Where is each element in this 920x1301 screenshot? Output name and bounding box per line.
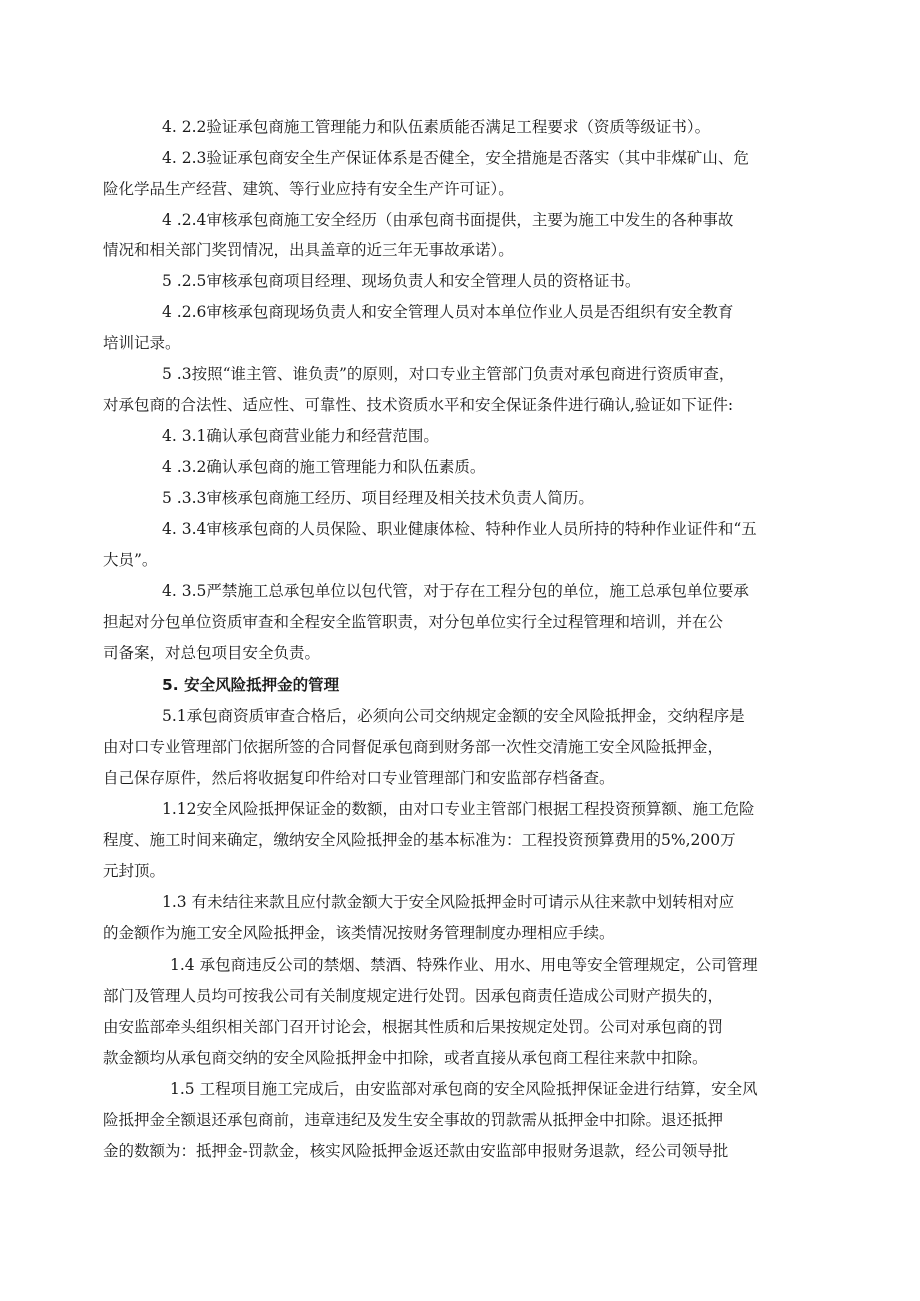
text-line: 5 .3.3审核承包商施工经历、项目经理及相关技术负责人简历。	[162, 489, 594, 507]
text-line: 司备案，对总包项目安全负责。	[103, 644, 321, 662]
text-line: 4 .2.6审核承包商现场负责人和安全管理人员对本单位作业人员是否组织有安全教育	[162, 303, 734, 321]
text-line: 金的数额为：抵押金-罚款金，核实风险抵押金返还款由安监部申报财务退款，经公司领导批	[103, 1142, 729, 1160]
text-line: 4. 3.4审核承包商的人员保险、职业健康体检、特种作业人员所持的特种作业证件和“五	[162, 520, 757, 538]
text-line: 4. 3.5严禁施工总承包单位以包代管，对于存在工程分包的单位，施工总承包单位要承	[162, 582, 749, 600]
text-line: 1.3 有未结往来款且应付款金额大于安全风险抵押金时可请示从往来款中划转相对应	[162, 893, 735, 911]
text-line: 担起对分包单位资质审查和全程安全监管职责，对分包单位实行全过程管理和培训，并在公	[103, 613, 724, 631]
text-line: 对承包商的合法性、适应性、可靠性、技术资质水平和安全保证条件进行确认,验证如下证件:	[103, 396, 734, 414]
text-line: 1.5 工程项目施工完成后，由安监部对承包商的安全风险抵押保证金进行结算，安全风	[170, 1080, 758, 1098]
text-line: 4. 2.3验证承包商安全生产保证体系是否健全，安全措施是否落实（其中非煤矿山、危	[162, 149, 749, 167]
text-line: 元封顶。	[103, 862, 166, 880]
text-line: 险抵押金全额退还承包商前，违章违纪及发生安全事故的罚款需从抵押金中扣除。退还抵押	[103, 1111, 724, 1129]
text-line: 款金额均从承包商交纳的安全风险抵押金中扣除，或者直接从承包商工程往来款中扣除。	[103, 1049, 708, 1067]
text-line: 由安监部牵头组织相关部门召开讨论会，根据其性质和后果按规定处罚。公司对承包商的罚	[103, 1018, 724, 1036]
text-line: 部门及管理人员均可按我公司有关制度规定进行处罚。因承包商责任造成公司财产损失的，	[103, 987, 724, 1005]
text-line: 大员”。	[103, 551, 158, 569]
text-line: 4 .2.4审核承包商施工安全经历（由承包商书面提供，主要为施工中发生的各种事故	[162, 211, 734, 229]
section-heading: 5. 安全风险抵押金的管理	[162, 676, 340, 694]
text-line: 培训记录。	[103, 334, 181, 352]
text-line: 4 .3.2确认承包商的施工管理能力和队伍素质。	[162, 458, 486, 476]
text-line: 程度、施工时间来确定，缴纳安全风险抵押金的基本标准为：工程投资预算费用的5%,200万	[103, 831, 736, 849]
text-line: 自己保存原件，然后将收据复印件给对口专业管理部门和安监部存档备查。	[103, 769, 615, 787]
text-line: 5.1承包商资质审查合格后，必须向公司交纳规定金额的安全风险抵押金，交纳程序是	[162, 707, 745, 725]
text-line: 5 .2.5审核承包商项目经理、现场负责人和安全管理人员的资格证书。	[162, 272, 641, 290]
text-line: 由对口专业管理部门依据所签的合同督促承包商到财务部一次性交清施工安全风险抵押金，	[103, 738, 724, 756]
text-line: 1.12安全风险抵押保证金的数额，由对口专业主管部门根据工程投资预算额、施工危险	[162, 800, 755, 818]
text-line: 5 .3按照“谁主管、谁负责”的原则，对口专业主管部门负责对承包商进行资质审查，	[162, 365, 735, 383]
text-line: 情况和相关部门奖罚情况，出具盖章的近三年无事故承诺）。	[103, 241, 514, 259]
text-line: 险化学品生产经营、建筑、等行业应持有安全生产许可证）。	[103, 180, 514, 198]
text-line: 4. 2.2验证承包商施工管理能力和队伍素质能否满足工程要求（资质等级证书）。	[162, 118, 711, 136]
text-line: 的金额作为施工安全风险抵押金，该类情况按财务管理制度办理相应手续。	[103, 924, 615, 942]
text-line: 1.4 承包商违反公司的禁烟、禁酒、特殊作业、用水、用电等安全管理规定，公司管理	[170, 956, 758, 974]
text-line: 4. 3.1确认承包商营业能力和经营范围。	[162, 427, 439, 445]
